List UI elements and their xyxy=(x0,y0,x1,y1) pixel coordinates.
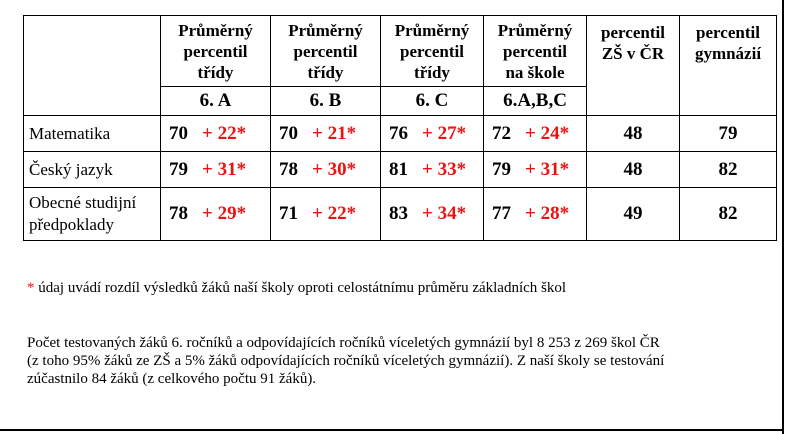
gymnazia-percentile-value: 82 xyxy=(680,152,777,188)
table-row xyxy=(24,116,777,152)
score-cell xyxy=(381,116,484,152)
score-value: 76 xyxy=(389,122,408,144)
header-label: Průměrný percentil třídy xyxy=(394,20,470,82)
header-label: Průměrný percentil třídy xyxy=(288,20,363,82)
info-line: (z toho 95% žáků ze ZŠ a 5% žáků odpovídajících ročníků víceletých gymnázií). Z naší školy se testování xyxy=(27,353,665,369)
subheader-6c: 6. C xyxy=(381,87,484,116)
score-value: 70 xyxy=(169,122,188,144)
score-cell xyxy=(161,188,271,241)
score-diff: + 31* xyxy=(525,158,570,180)
score-value: 79 xyxy=(169,158,188,180)
score-diff: + 31* xyxy=(202,158,247,180)
header-class-percentile-a xyxy=(161,16,271,87)
table-row xyxy=(24,188,777,241)
score-cell xyxy=(484,116,587,152)
footnote-star: * xyxy=(27,280,35,296)
subheader-6a: 6. A xyxy=(161,87,271,116)
score-diff: + 29* xyxy=(202,203,247,224)
header-label: Průměrný percentil třídy xyxy=(178,20,253,82)
score-cell xyxy=(271,188,381,241)
score-cell xyxy=(484,152,587,188)
subheader-6abc: 6.A,B,C xyxy=(484,87,587,116)
table-row xyxy=(24,152,777,188)
corner-cell xyxy=(24,16,161,116)
info-line: Počet testovaných žáků 6. ročníků a odpovídajících ročníků víceletých gymnázií byl 8 253 z 269 škol ČR xyxy=(27,335,660,351)
header-label: percentil ZŠ v ČR xyxy=(601,23,665,63)
score-value: 72 xyxy=(492,122,511,144)
header-gymnazia-percentile xyxy=(680,16,777,116)
header-class-percentile-b xyxy=(271,16,381,87)
score-value: 83 xyxy=(389,203,408,224)
score-diff: + 33* xyxy=(422,158,467,180)
footnote xyxy=(27,280,566,297)
score-cell xyxy=(161,152,271,188)
subheader-6b: 6. B xyxy=(271,87,381,116)
subject-cell: Obecné studijní předpoklady xyxy=(24,188,161,241)
score-cell xyxy=(381,188,484,241)
zs-percentile-value: 48 xyxy=(587,152,680,188)
header-label: percentil gymnázií xyxy=(694,23,762,63)
score-diff: + 27* xyxy=(422,122,467,144)
info-line: zúčastnilo 84 žáků (z celkového počtu 91 žáků). xyxy=(27,371,317,387)
frame-right-border xyxy=(782,0,784,434)
score-value: 78 xyxy=(279,158,298,180)
score-value: 79 xyxy=(492,158,511,180)
info-paragraph xyxy=(27,334,664,388)
zs-percentile-value: 48 xyxy=(587,116,680,152)
header-label: Průměrný percentil na škole xyxy=(497,20,573,82)
subject-cell: Matematika xyxy=(24,116,161,152)
score-diff: + 30* xyxy=(312,158,357,180)
frame-bottom-border xyxy=(0,429,784,431)
header-zs-percentile xyxy=(587,16,680,116)
score-diff: + 28* xyxy=(525,203,570,224)
footnote-text: údaj uvádí rozdíl výsledků žáků naší školy oproti celostátnímu průměru základních škol xyxy=(34,280,567,296)
score-value: 78 xyxy=(169,203,188,224)
score-value: 71 xyxy=(279,203,298,224)
score-value: 81 xyxy=(389,158,408,180)
score-cell xyxy=(161,116,271,152)
score-cell xyxy=(484,188,587,241)
results-table xyxy=(23,15,777,241)
gymnazia-percentile-value: 79 xyxy=(680,116,777,152)
score-diff: + 22* xyxy=(202,122,247,144)
header-school-percentile xyxy=(484,16,587,87)
score-cell xyxy=(271,152,381,188)
score-value: 70 xyxy=(279,122,298,144)
score-cell xyxy=(271,116,381,152)
score-cell xyxy=(381,152,484,188)
header-class-percentile-c xyxy=(381,16,484,87)
score-diff: + 24* xyxy=(525,122,570,144)
score-diff: + 34* xyxy=(422,203,467,224)
zs-percentile-value: 49 xyxy=(587,188,680,241)
score-diff: + 22* xyxy=(312,203,357,224)
subject-cell: Český jazyk xyxy=(24,152,161,188)
score-diff: + 21* xyxy=(312,122,357,144)
score-value: 77 xyxy=(492,203,511,224)
gymnazia-percentile-value: 82 xyxy=(680,188,777,241)
